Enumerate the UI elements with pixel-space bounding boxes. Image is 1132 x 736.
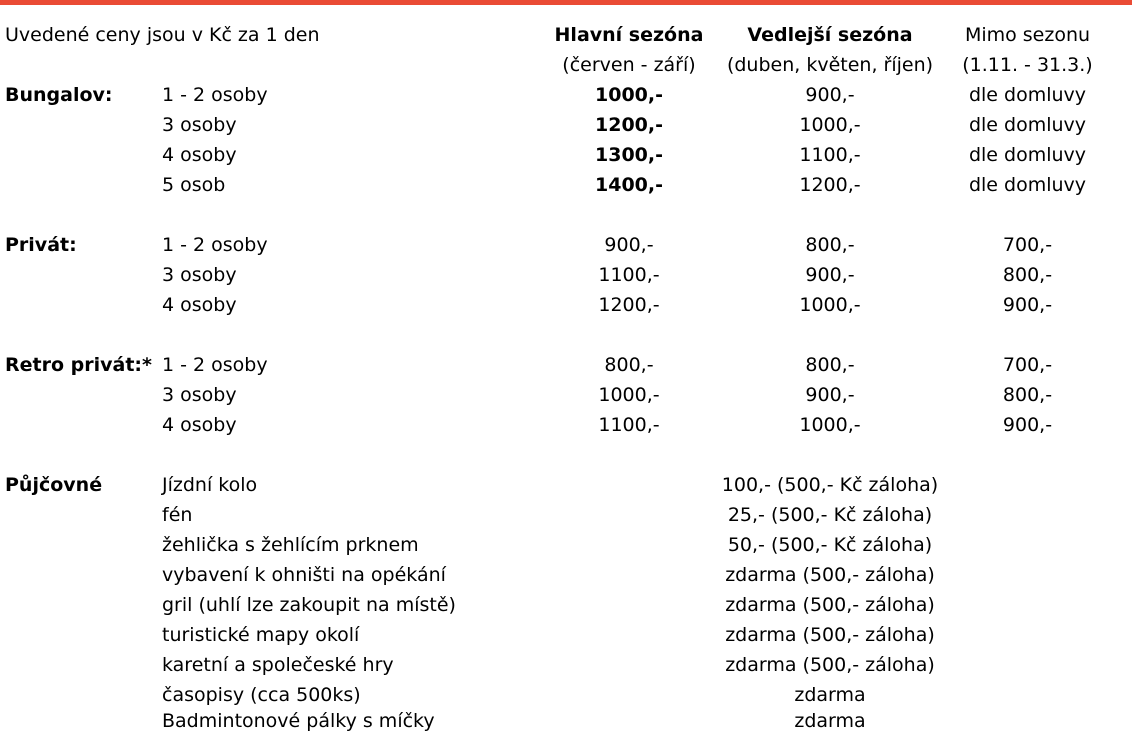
off-season-price: 700,- <box>1002 354 1053 376</box>
persons: 4 osoby <box>162 144 237 166</box>
category-label-bungalov: Bungalov: <box>5 84 113 106</box>
main-season-title: Hlavní sezóna <box>554 24 704 46</box>
main-season-price: 1000,- <box>595 84 663 106</box>
main-season-price: 800,- <box>604 354 654 376</box>
rental-price: 25,- (500,- Kč záloha) <box>727 504 933 526</box>
side-season-price: 900,- <box>805 384 855 406</box>
table-row <box>0 140 1132 170</box>
rental-row <box>0 530 1132 560</box>
side-season-period: (duben, květen, říjen) <box>726 54 934 76</box>
price-note: Uvedené ceny jsou v Kč za 1 den <box>5 24 320 46</box>
side-season-price: 1000,- <box>799 414 861 436</box>
header-period-row <box>0 50 1132 80</box>
main-season-price: 1300,- <box>595 144 663 166</box>
off-season-price: dle domluvy <box>968 114 1087 136</box>
off-season-price: 900,- <box>1002 294 1053 316</box>
side-season-price: 800,- <box>805 354 855 376</box>
rental-row <box>0 650 1132 680</box>
rental-price: zdarma (500,- záloha) <box>725 594 935 616</box>
rental-price: zdarma <box>794 710 866 732</box>
rental-item: gril (uhlí lze zakoupit na místě) <box>162 594 456 616</box>
main-season-period: (červen - září) <box>562 54 696 76</box>
main-season-price: 1000,- <box>598 384 660 406</box>
table-row <box>0 110 1132 140</box>
rental-row <box>0 560 1132 590</box>
rental-item: časopisy (cca 500ks) <box>162 684 361 706</box>
main-season-price: 1200,- <box>598 294 660 316</box>
off-season-period: (1.11. - 31.3.) <box>962 54 1093 76</box>
rental-item: žehlička s žehlícím prknem <box>162 534 419 556</box>
rental-item: turistické mapy okolí <box>162 624 360 646</box>
rental-row <box>0 620 1132 650</box>
table-row <box>0 410 1132 440</box>
off-season-price: 800,- <box>1002 264 1053 286</box>
persons: 1 - 2 osoby <box>162 234 268 256</box>
rental-price: zdarma <box>794 684 866 706</box>
rental-item: fén <box>162 504 193 526</box>
rental-price: 50,- (500,- Kč záloha) <box>727 534 933 556</box>
persons: 4 osoby <box>162 414 237 436</box>
header-row <box>0 20 1132 50</box>
rental-item: Badmintonové pálky s míčky <box>162 710 435 732</box>
side-season-price: 1000,- <box>799 114 861 136</box>
table-row <box>0 290 1132 320</box>
off-season-price: 900,- <box>1002 414 1053 436</box>
rental-price: zdarma (500,- záloha) <box>725 624 935 646</box>
table-row <box>0 230 1132 260</box>
persons: 1 - 2 osoby <box>162 84 268 106</box>
rental-row <box>0 590 1132 620</box>
persons: 4 osoby <box>162 294 237 316</box>
side-season-price: 1100,- <box>799 144 861 166</box>
off-season-price: dle domluvy <box>968 144 1087 166</box>
persons: 1 - 2 osoby <box>162 354 268 376</box>
side-season-price: 1000,- <box>799 294 861 316</box>
side-season-price: 1200,- <box>799 174 861 196</box>
rental-row <box>0 706 1132 736</box>
main-season-price: 900,- <box>604 234 654 256</box>
persons: 5 osob <box>162 174 226 196</box>
persons: 3 osoby <box>162 264 237 286</box>
persons: 3 osoby <box>162 114 237 136</box>
main-season-price: 1400,- <box>595 174 663 196</box>
side-season-price: 900,- <box>805 264 855 286</box>
off-season-price: 700,- <box>1002 234 1053 256</box>
table-row <box>0 260 1132 290</box>
persons: 3 osoby <box>162 384 237 406</box>
off-season-price: dle domluvy <box>968 84 1087 106</box>
main-season-price: 1100,- <box>598 264 660 286</box>
table-row <box>0 380 1132 410</box>
side-season-title: Vedlejší sezóna <box>747 24 913 46</box>
top-accent-bar <box>0 0 1132 5</box>
rental-price: zdarma (500,- záloha) <box>725 564 935 586</box>
table-row <box>0 350 1132 380</box>
rental-price: zdarma (500,- záloha) <box>725 654 935 676</box>
off-season-title: Mimo sezonu <box>964 24 1091 46</box>
category-label-privat: Privát: <box>5 234 77 256</box>
rental-item: Jízdní kolo <box>162 474 258 496</box>
rental-price: 100,- (500,- Kč záloha) <box>721 474 939 496</box>
category-label-retro-privat: Retro privát:* <box>5 354 152 376</box>
side-season-price: 900,- <box>805 84 855 106</box>
off-season-price: 800,- <box>1002 384 1053 406</box>
rental-row <box>0 470 1132 500</box>
side-season-price: 800,- <box>805 234 855 256</box>
main-season-price: 1200,- <box>595 114 663 136</box>
main-season-price: 1100,- <box>598 414 660 436</box>
rental-item: vybavení k ohništi na opékání <box>162 564 446 586</box>
category-label-rentals: Půjčovné <box>5 474 103 496</box>
table-row <box>0 80 1132 110</box>
off-season-price: dle domluvy <box>968 174 1087 196</box>
table-row <box>0 170 1132 200</box>
rental-item: karetní a společeské hry <box>162 654 394 676</box>
rental-row <box>0 500 1132 530</box>
